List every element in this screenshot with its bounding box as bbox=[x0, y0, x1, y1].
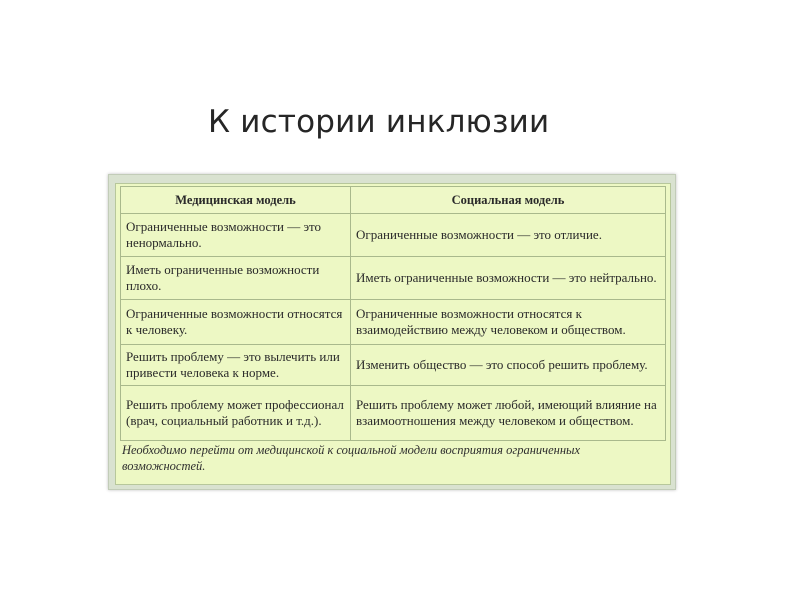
table-row bbox=[121, 386, 666, 441]
header-social-model: Социальная модель bbox=[351, 187, 666, 214]
table-header-row bbox=[121, 187, 666, 214]
social-cell: Иметь ограниченные возможности — это нейтрально. bbox=[351, 257, 666, 300]
medical-cell: Решить проблему может профессионал (врач, социальный работник и т.д.). bbox=[121, 386, 351, 441]
social-cell: Ограниченные возможности — это отличие. bbox=[351, 214, 666, 257]
medical-cell: Ограниченные возможности — это ненормально. bbox=[121, 214, 351, 257]
social-cell: Ограниченные возможности относятся к взаимодействию между человеком и обществом. bbox=[351, 300, 666, 345]
models-comparison-table bbox=[120, 186, 666, 441]
social-cell: Изменить общество — это способ решить проблему. bbox=[351, 345, 666, 386]
table-row bbox=[121, 345, 666, 386]
table-row bbox=[121, 300, 666, 345]
table-image-frame bbox=[108, 174, 676, 490]
table-footnote: Необходимо перейти от медицинской к социальной модели восприятия ограниченных возможностей. bbox=[122, 443, 581, 473]
medical-cell: Иметь ограниченные возможности плохо. bbox=[121, 257, 351, 300]
header-medical-model: Медицинская модель bbox=[121, 187, 351, 214]
slide-title: К истории инклюзии bbox=[208, 104, 550, 140]
table-row bbox=[121, 214, 666, 257]
comparison-table-panel bbox=[115, 183, 671, 485]
social-cell: Решить проблему может любой, имеющий влияние на взаимоотношения между человеком и обществом. bbox=[351, 386, 666, 441]
medical-cell: Решить проблему — это вылечить или привести человека к норме. bbox=[121, 345, 351, 386]
table-row bbox=[121, 257, 666, 300]
medical-cell: Ограниченные возможности относятся к человеку. bbox=[121, 300, 351, 345]
